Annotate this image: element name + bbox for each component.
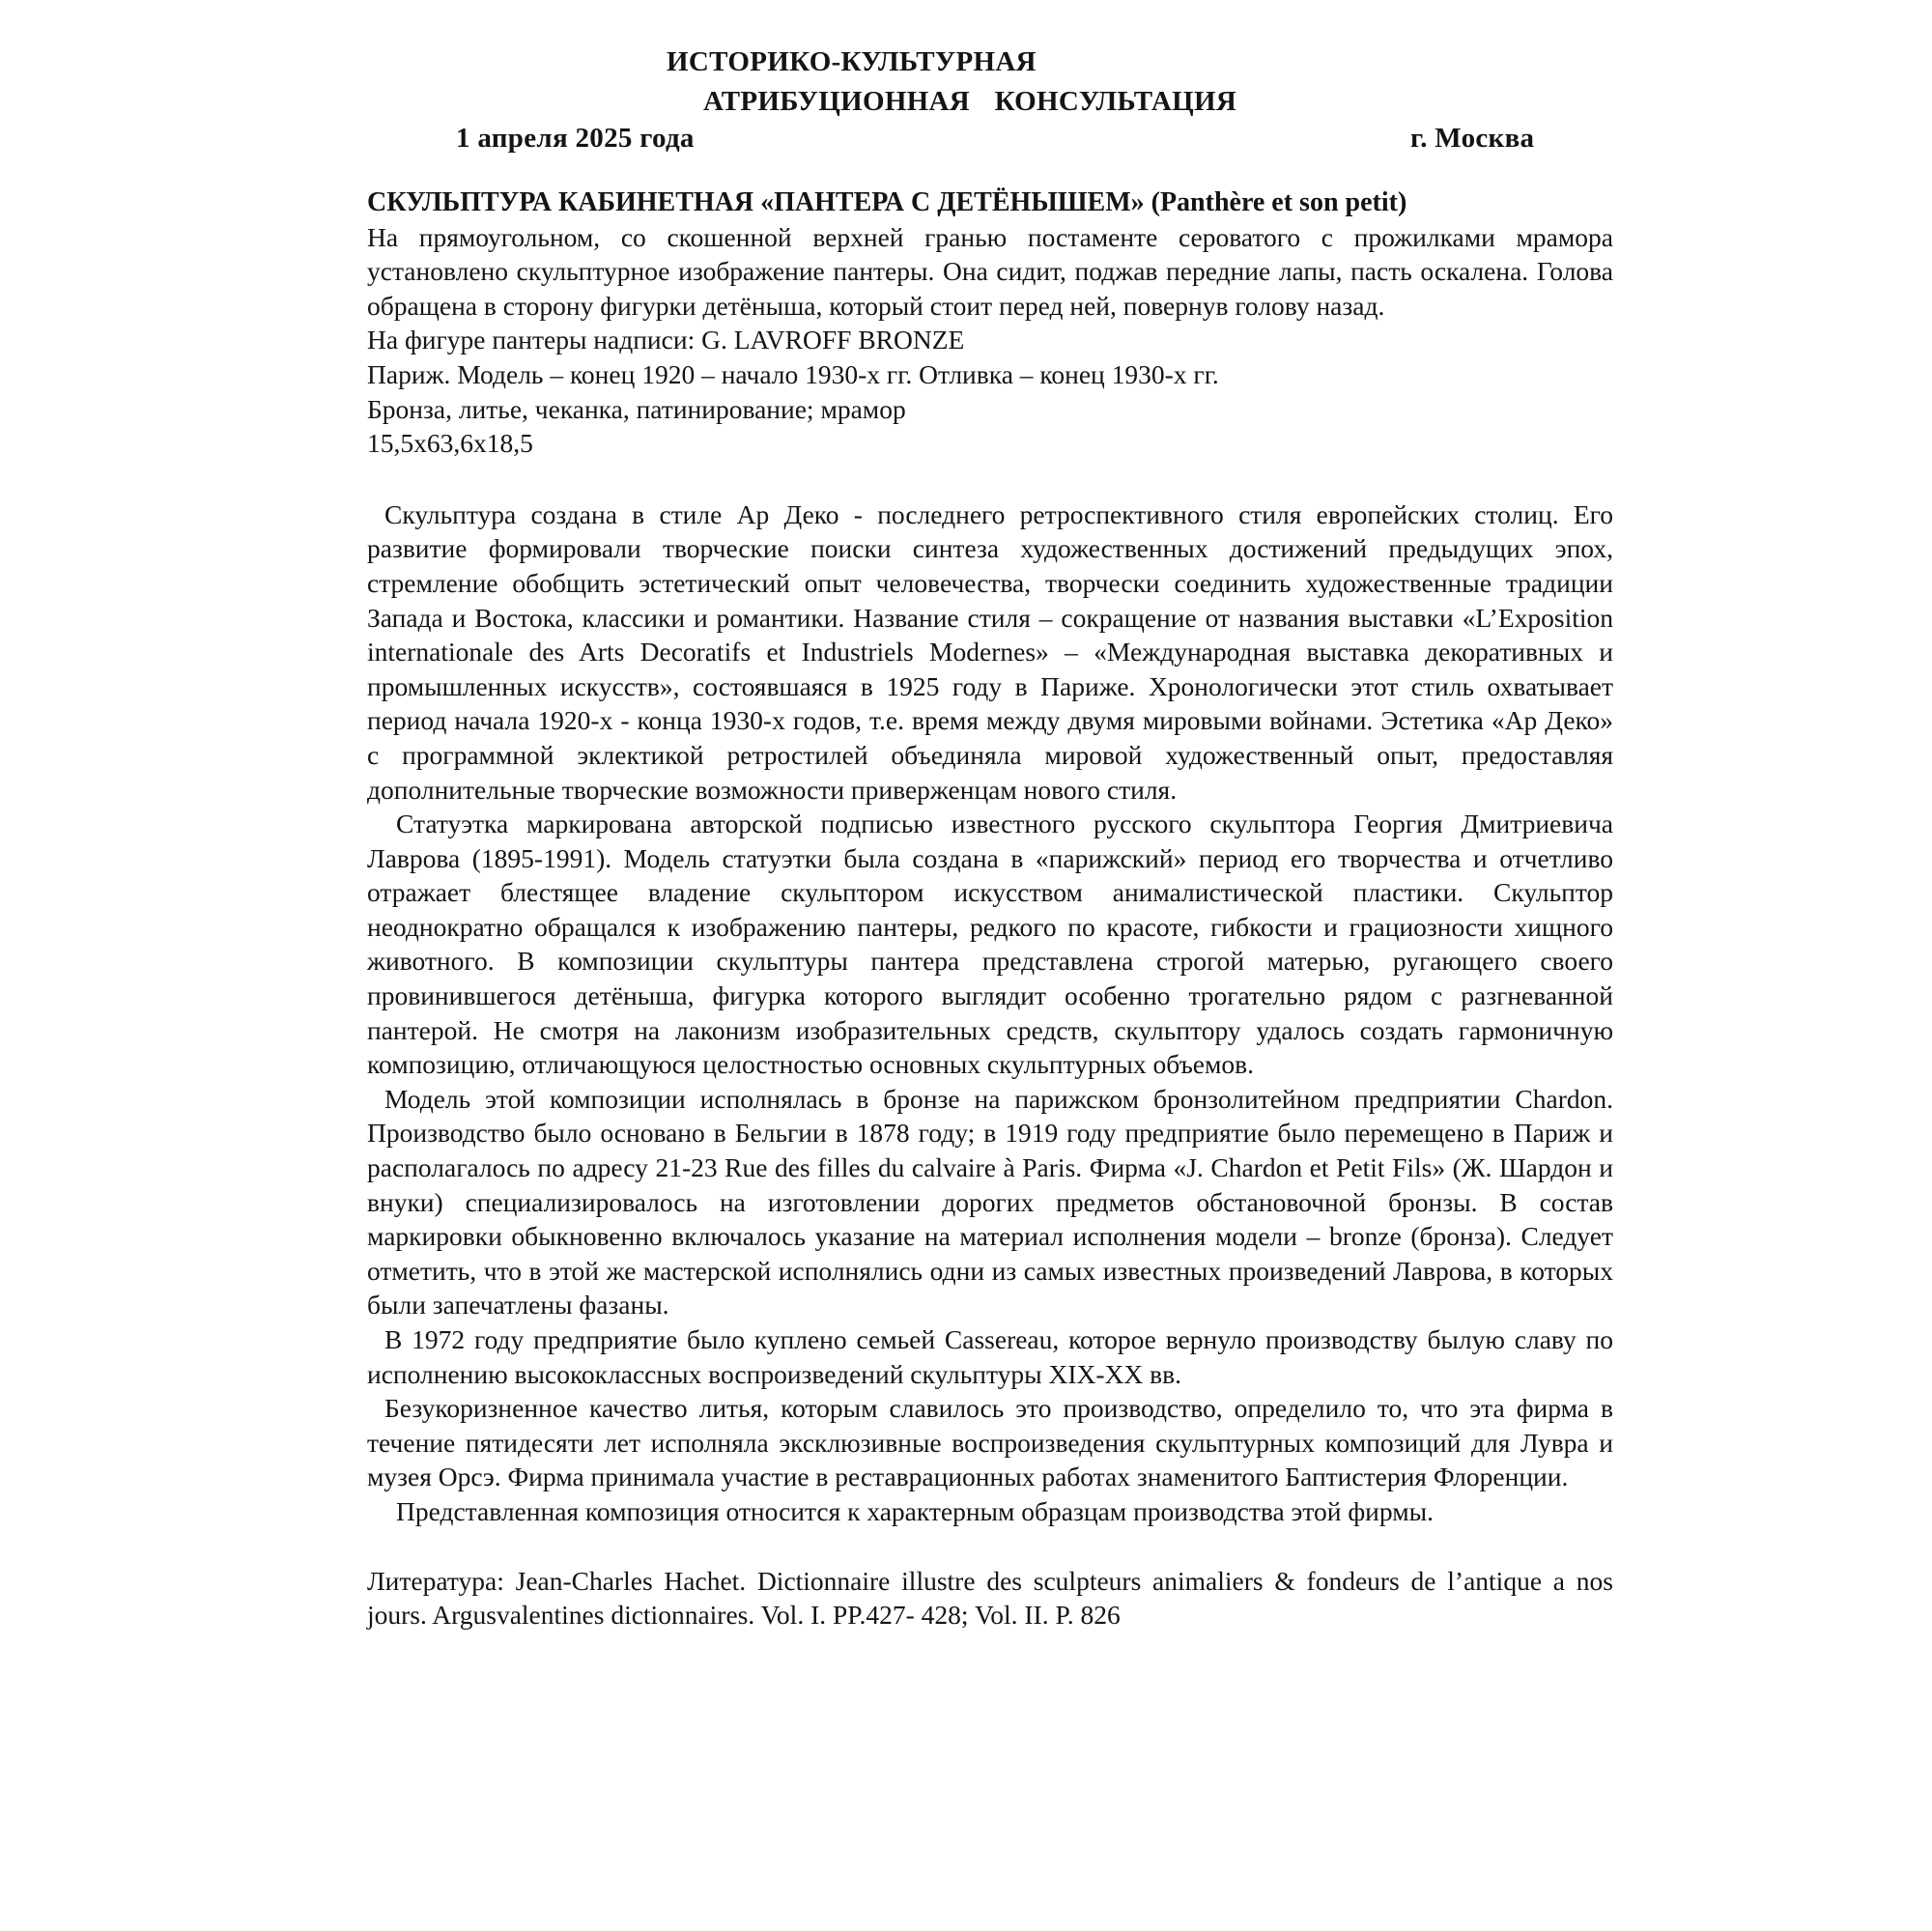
document-body [367,185,1613,1633]
paragraph-lavrov: Статуэтка маркирована авторской подписью известного русского скульптора Георгия Дмитриевича Лаврова (1895-1991). Модель статуэтки была создана в «парижский» период его творчества и отчетливо отражает блестящее владение скульптором искусством анималистической пластики. Скульптор неоднократно обращался к изображению пантеры, редкого по красоте, гибкости и грациозности хищного животного. В композиции скульптуры пантера представлена строгой матерью, ругающего своего провинившегося детёныша, фигурка которого выглядит особенно трогательно рядом с разгневанной пантерой. Не смотря на лаконизм изобразительных средств, скульптору удалось создать гармоничную композицию, отличающуюся целостностью основных скульптурных объемов. [367,809,1613,1080]
header-date: 1 апреля 2025 года [456,123,695,154]
header-title-line1: ИСТОРИКО-КУЛЬТУРНАЯ [667,46,1037,77]
item-title-ru: СКУЛЬПТУРА КАБИНЕТНАЯ «ПАНТЕРА С ДЕТЁНЫШЕМ» [367,187,1145,217]
paragraph-art-deco: Скульптура создана в стиле Ар Деко - последнего ретроспективного стиля европейских столиц. Его развитие формировали творческие поиски синтеза художественных достижений предыдущих эпох, стремление обобщить эстетический опыт человечества, творчески соединить художественные традиции Запада и Востока, классики и романтики. Название стиля – сокращение от названия выставки «L’Exposition internationale des Arts Decoratifs et Industriels Modernes» – «Международная выставка декоративных и промышленных искусств», состоявшаяся в 1925 году в Париже. Хронологически этот стиль охватывает период начала 1920-х - конца 1930-х годов, т.е. время между двумя мировыми войнами. Эстетика «Ар Деко» с программной эклектикой ретростилей объединяла мировой художественный опыт, предоставляя дополнительные творческие возможности приверженцам нового стиля. [367,498,1613,805]
item-inscription: На фигуре пантеры надписи: G. LAVROFF BRONZE [367,325,965,355]
paragraph-chardon: Модель этой композиции исполнялась в бронзе на парижском бронзолитейном предприятии Chardon. Производство было основано в Бельгии в 1878 году; в 1919 году предприятие было перемещено в Париж и располагалось по адресу 21-23 Rue des filles du calvaire à Paris. Фирма «J. Chardon et Petit Fils» (Ж. Шардон и внуки) специализировалось на изготовлении дорогих предметов обстановочной бронзы. В состав маркировки обыкновенно включалось указание на материал исполнения модели – bronze (бронза). Следует отметить, что в этой же мастерской исполнялись одни из самых известных произведений Лаврова, в которых были запечатлены фазаны. [367,1083,1613,1320]
item-description: На прямоугольном, со скошенной верхней гранью постаменте сероватого с прожилками мрамора установлено скульптурное изображение пантеры. Она сидит, поджав передние лапы, пасть оскалена. Голова обращена в сторону фигурки детёныша, который стоит перед ней, повернув голову назад. [367,221,1613,321]
header-title-line2: АТРИБУЦИОННАЯ КОНСУЛЬТАЦИЯ [703,86,1237,117]
item-origin: Париж. Модель – конец 1920 – начало 1930-х гг. Отливка – конец 1930-х гг. [367,358,1219,389]
item-materials: Бронза, литье, чеканка, патинирование; мрамор [367,393,906,424]
header-city: г. Москва [1410,123,1535,154]
paragraph-conclusion: Представленная композиция относится к характерным образцам производства этой фирмы. [396,1495,1434,1526]
literature-reference: Литература: Jean-Charles Hachet. Dictionnaire illustre des sculpteurs animaliers & fondeurs de l’antique a nos jours. Argusvalentines dictionnaires. Vol. I. PP.427- 428; Vol. II. P. 826 [367,1565,1613,1631]
item-title [367,185,1613,220]
item-dimensions: 15,5х63,6х18,5 [367,428,533,459]
section-spacer [367,1529,1613,1564]
paragraph-cassereau: В 1972 году предприятие было куплено семьей Cassereau, которое вернуло производству былую славу по исполнению высококлассных воспроизведений скульптуры XIX-XX вв. [367,1324,1613,1389]
item-title-latin: (Panthère et son petit) [1151,187,1407,217]
section-spacer [367,461,1613,497]
paragraph-quality: Безукоризненное качество литья, которым славилось это производство, определило то, что эта фирма в течение пятидесяти лет исполняла эксклюзивные воспроизведения скульптурных композиций для Лувра и музея Орсэ. Фирма принимала участие в реставрационных работах знаменитого Баптистерия Флоренции. [367,1393,1613,1492]
